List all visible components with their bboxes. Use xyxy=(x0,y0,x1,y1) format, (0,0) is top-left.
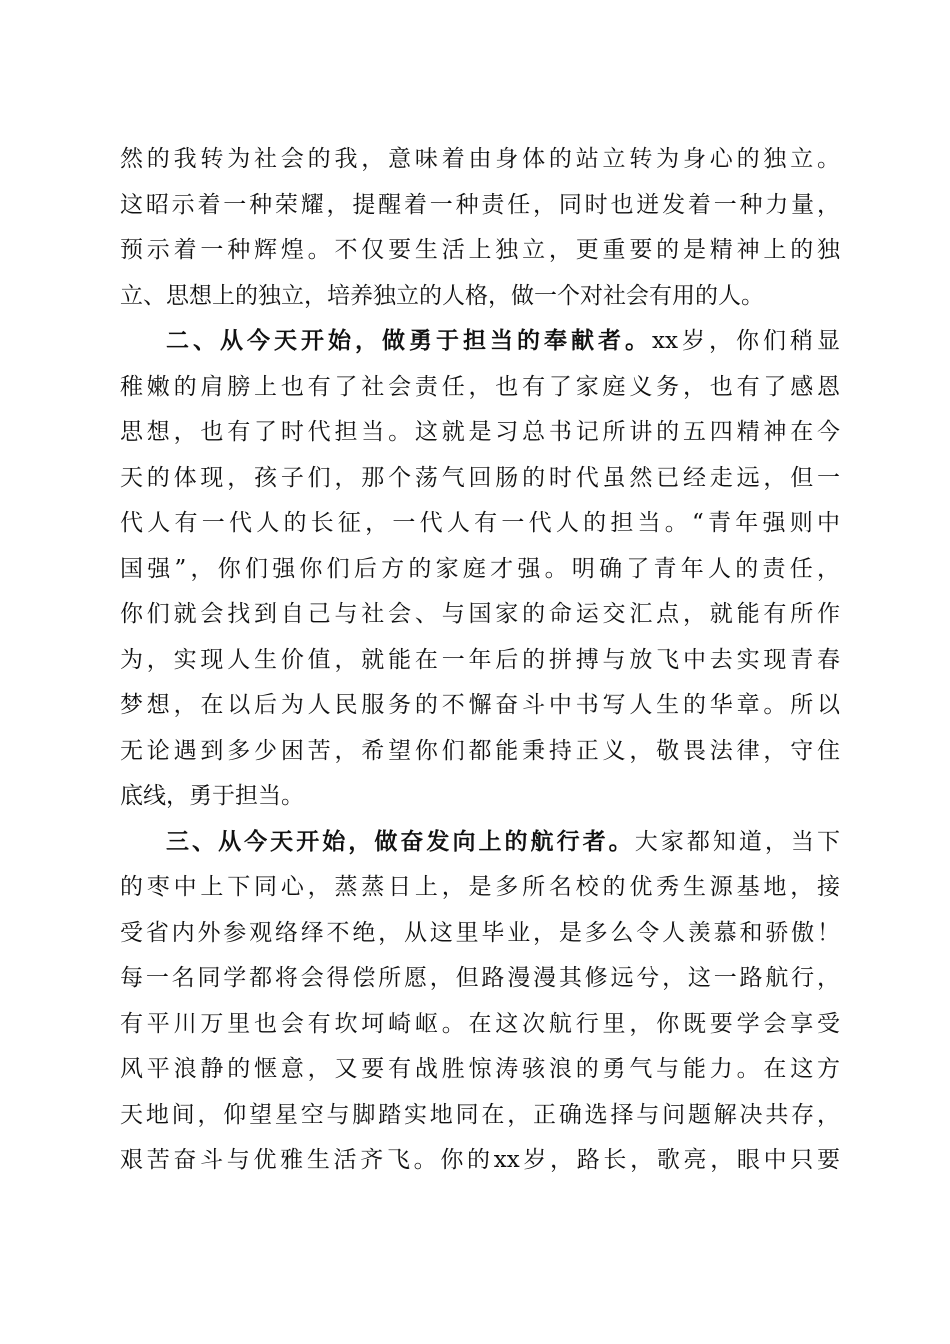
text-line xyxy=(120,820,840,866)
paragraph-3 xyxy=(120,820,840,1184)
text-line: 思想，也有了时代担当。这就是习总书记所讲的五四精神在今 xyxy=(120,419,840,445)
text-line: 你们就会找到自己与社会、与国家的命运交汇点，就能有所作 xyxy=(120,601,840,627)
text-line xyxy=(120,319,840,365)
text-line: 立、思想上的独立，培养独立的人格，做一个对社会有用的人。 xyxy=(120,282,764,309)
text-line: 无论遇到多少困苦，希望你们都能秉持正义，敬畏法律，守住 xyxy=(120,737,840,764)
text-line: 风平浪静的惬意，又要有战胜惊涛骇浪的勇气与能力。在这方 xyxy=(120,1056,840,1082)
text-line: 国强”，你们强你们后方的家庭才强。明确了青年人的责任， xyxy=(120,555,840,582)
text-line: 的枣中上下同心，蒸蒸日上，是多所名校的优秀生源基地，接 xyxy=(120,874,840,900)
text-line: 梦想，在以后为人民服务的不懈奋斗中书写人生的华章。所以 xyxy=(120,692,840,718)
text-line: 稚嫩的肩膀上也有了社会责任，也有了家庭义务，也有了感恩 xyxy=(120,373,840,400)
text-fragment: xx岁，你们稍显 xyxy=(652,328,841,354)
text-line: 天地间，仰望星空与脚踏实地同在，正确选择与问题解决共存， xyxy=(120,1101,840,1128)
body-text xyxy=(120,137,840,1184)
text-line: 预示着一种辉煌。不仅要生活上独立，更重要的是精神上的独 xyxy=(120,237,840,263)
section-heading-3: 三、从今天开始，做奋发向上的航行者。 xyxy=(166,828,635,855)
text-line: 为，实现人生价值，就能在一年后的拼搏与放飞中去实现青春 xyxy=(120,646,840,673)
text-line: 这昭示着一种荣耀，提醒着一种责任，同时也迸发着一种力量， xyxy=(120,191,840,218)
paragraph-1 xyxy=(120,137,840,319)
text-fragment: 大家都知道，当下 xyxy=(634,828,841,855)
text-line: 代人有一代人的长征，一代人有一代人的担当。“青年强则中 xyxy=(120,510,840,536)
text-line: 受省内外参观络绎不绝，从这里毕业，是多么令人羡慕和骄傲！ xyxy=(120,919,840,946)
text-line: 天的体现，孩子们，那个荡气回肠的时代虽然已经走远，但一 xyxy=(120,464,840,491)
text-line: 有平川万里也会有坎坷崎岖。在这次航行里，你既要学会享受 xyxy=(120,1010,840,1037)
text-line: 底线，勇于担当。 xyxy=(120,783,304,809)
section-heading-2: 二、从今天开始，做勇于担当的奉献者。 xyxy=(166,328,653,354)
text-line: 然的我转为社会的我，意味着由身体的站立转为身心的独立。 xyxy=(120,146,840,172)
paragraph-2 xyxy=(120,319,840,820)
text-line: 艰苦奋斗与优雅生活齐飞。你的xx岁，路长，歌亮，眼中只要 xyxy=(120,1147,840,1173)
text-line: 每一名同学都将会得偿所愿，但路漫漫其修远兮，这一路航行， xyxy=(120,965,840,991)
